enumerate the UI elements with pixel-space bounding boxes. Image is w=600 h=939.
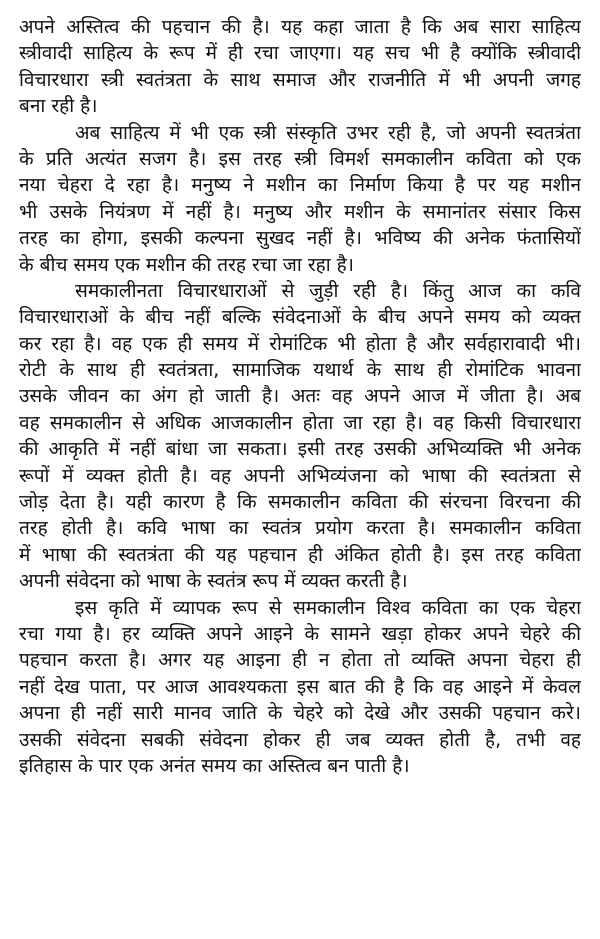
text-line: अपना ही नहीं सारी मानव जाति के चेहरे को देखे और उसकी पहचान करे। [19,702,581,725]
text-line: विचारधारा स्त्री स्वतंत्रता के साथ समाज और राजनीति में भी अपनी जगह [19,68,581,91]
text-line: नहीं देख पाता, पर आज आवश्यकता इस बात की है कि वह आइने में केवल [19,675,581,698]
paragraph [19,595,581,780]
text-line: वह समकालीन से अधिक आजकालीन होता जा रहा है। वह किसी विचारधारा [19,411,581,434]
text-line: भी उसके नियंत्रण में नहीं है। मनुष्य और मशीन के समानांतर संसार किस [19,200,581,223]
paragraph [19,14,581,120]
text-line: अपनी संवेदना को भाषा के स्वतंत्र रूप में व्यक्त करती है। [19,570,408,593]
text-line: नया चेहरा दे रहा है। मनुष्य ने मशीन का निर्माण किया है पर यह मशीन [19,174,581,197]
text-line: तरह होती है। कवि भाषा का स्वतंत्र प्रयोग करता है। समकालीन कविता [19,517,581,540]
text-line: रोटी के साथ ही स्वतंत्रता, सामाजिक यथार्थ के साथ ही रोमांटिक भावना [19,359,581,382]
text-line: रूपों में व्यक्त होती है। वह अपनी अभिव्यंजना को भाषा की स्वतंत्रता से [19,464,581,487]
text-line: के बीच समय एक मशीन की तरह रचा जा रहा है। [19,253,354,276]
text-line: की आकृति में नहीं बांधा जा सकता। इसी तरह उसकी अभिव्यक्ति भी अनेक [19,438,581,461]
text-line: स्त्रीवादी साहित्य के रूप में ही रचा जाएगा। यह सच भी है क्योंकि स्त्रीवादी [19,42,581,65]
paragraph [19,278,581,595]
text-line: इतिहास के पार एक अनंत समय का अस्तित्व बन पाती है। [19,754,410,777]
text-line: जोड़ देता है। यही कारण है कि समकालीन कविता की संरचना विरचना की [19,491,581,514]
text-line: रचा गया है। हर व्यक्ति अपने आइने के सामने खड़ा होकर अपने चेहरे की [19,622,581,645]
text-line: के प्रति अत्यंत सजग है। इस तरह स्त्री विमर्श समकालीन कविता को एक [19,147,581,170]
text-line: तरह का होगा, इसकी कल्पना सुखद नहीं है। भविष्य की अनेक फंतासियों [19,227,581,250]
text-line: कर रहा है। वह एक ही समय में रोमांटिक भी होता है और सर्वहारावादी भी। [19,332,581,355]
document-page [19,14,581,779]
text-line: इस कृति में व्यापक रूप से समकालीन विश्व कविता का एक चेहरा [75,596,581,619]
paragraph [19,120,581,278]
text-line: में भाषा की स्वतत्रंता की यह पहचान ही अंकित होती है। इस तरह कविता [19,543,581,566]
text-line: उसके जीवन का अंग हो जाती है। अतः वह अपने आज में जीता है। अब [19,385,581,408]
text-line: विचारधाराओं के बीच नहीं बल्कि संवेदनाओं के बीच अपने समय को व्यक्त [19,306,581,329]
text-line: उसकी संवेदना सबकी संवेदना होकर ही जब व्यक्त होती है, तभी वह [19,728,581,751]
text-line: अब साहित्य में भी एक स्त्री संस्कृति उभर रही है, जो अपनी स्वतत्रंता [75,121,581,144]
text-line: पहचान करता है। अगर यह आइना ही न होता तो व्यक्ति अपना चेहरा ही [19,649,581,672]
text-line: समकालीनता विचारधाराओं से जुड़ी रही है। किंतु आज का कवि [75,279,581,302]
text-line: बना रही है। [19,95,98,118]
text-line: अपने अस्तित्व की पहचान की है। यह कहा जाता है कि अब सारा साहित्य [19,16,581,38]
